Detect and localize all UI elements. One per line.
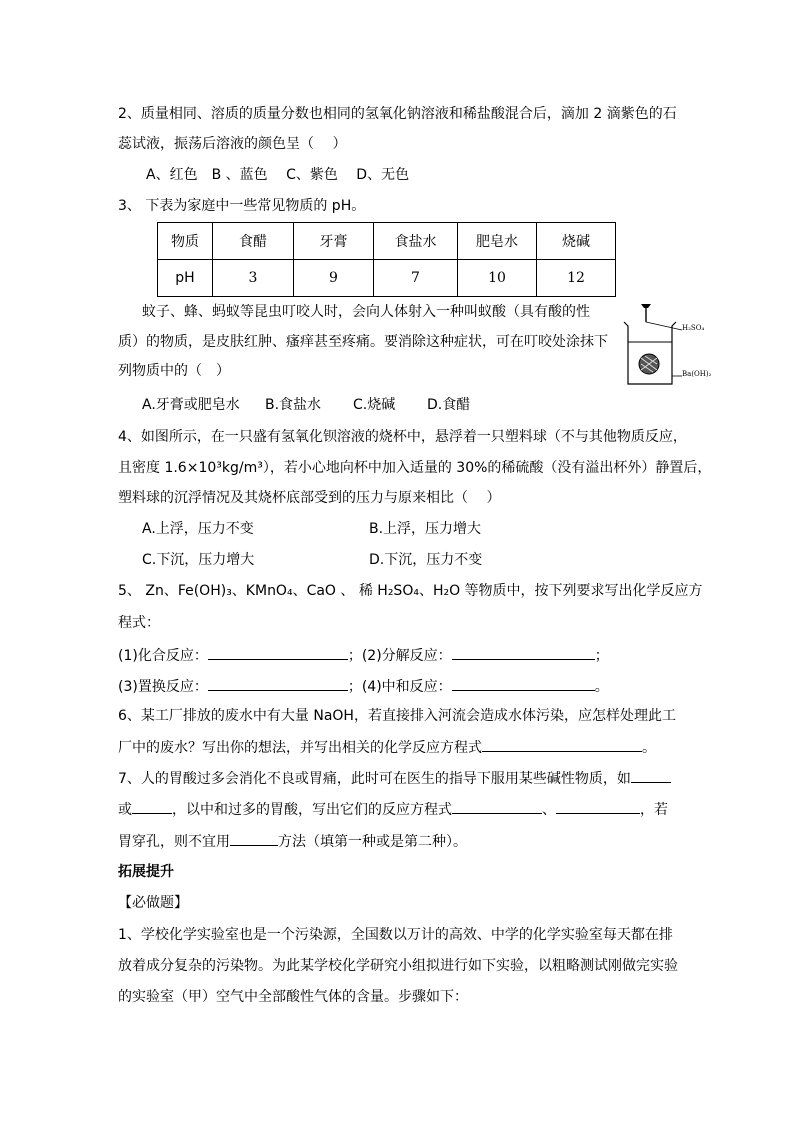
q4-option-d: D.下沉，压力不变 (369, 552, 483, 568)
table-cell: 牙膏 (294, 223, 374, 260)
q3-option-d: D.食醋 (427, 397, 471, 413)
table-cell: 肥皂水 (458, 223, 537, 260)
combination-reaction-blank[interactable] (208, 645, 348, 660)
q5-reaction-row-1 (118, 645, 609, 666)
q3-para3: 列物质中的（ ） (118, 363, 230, 379)
q6-line2: 厂中的废水？写出你的想法，并写出相关的化学反应方程式 (118, 740, 482, 756)
q2-line1: 2、质量相同、溶质的质量分数也相同的氢氧化钠溶液和稀盐酸混合后，滴加 2 滴紫色的石 (118, 106, 677, 122)
table-cell: 9 (294, 260, 374, 297)
q4-option-c: C.下沉，压力增大 (142, 552, 255, 568)
q7-line3b: 方法（填第一种或是第二种）。 (278, 834, 467, 850)
table-cell: pH (158, 260, 213, 297)
ph-table-header-row (158, 223, 616, 260)
table-cell: 3 (213, 260, 294, 297)
sulfuric-acid-label: H₂SO₄ (682, 324, 705, 332)
q7-line3-row (118, 831, 467, 852)
ex1-line3: 的实验室（甲）空气中全部酸性气体的含量。步骤如下： (118, 989, 468, 1005)
q3-intro: 3、 下表为家庭中一些常见物质的 pH。 (118, 198, 366, 214)
q7-equation2-blank[interactable] (556, 799, 640, 814)
q7-equation1-blank[interactable] (452, 799, 542, 814)
beaker-figure (616, 300, 712, 390)
semicolon: ； (594, 648, 609, 664)
q7-line2-row (118, 799, 668, 820)
q4-line2: 且密度 1.6×10³kg/m³），若小心地向杯中加入适量的 30%的稀硫酸（没有溢出杯外）静置后， (118, 460, 712, 476)
section-subtitle: 【必做题】 (118, 895, 188, 911)
section-title: 拓展提升 (118, 864, 174, 880)
q3-para2: 质）的物质，是皮肤红肿、瘙痒甚至疼痛。要消除这种症状，可在叮咬处涂抹下 (118, 334, 608, 350)
q7-line1: 7、人的胃酸过多会消化不良或胃痛，此时可在医生的指导下服用某些碱性物质，如 (118, 771, 631, 787)
table-cell: 12 (537, 260, 616, 297)
q6-equation-blank[interactable] (482, 737, 642, 752)
q4-option-a: A.上浮，压力不变 (142, 521, 254, 537)
q2-options: A、红色 B 、蓝色 C、紫色 D、无色 (146, 167, 410, 183)
q3-option-b: B.食盐水 (265, 397, 322, 413)
q3-option-a: A.牙膏或肥皂水 (142, 397, 240, 413)
table-cell: 7 (374, 260, 458, 297)
q7-or: 或 (118, 802, 132, 818)
q3-para1: 蚊子、蜂、蚂蚁等昆虫叮咬人时，会向人体射入一种叫蚁酸（具有酸的性 (142, 304, 590, 320)
q7-line1-row (118, 768, 671, 789)
table-cell: 食盐水 (374, 223, 458, 260)
q7-line3a: 胃穿孔，则不宜用 (118, 834, 230, 850)
q6-line1: 6、某工厂排放的废水中有大量 NaOH，若直接排入河流会造成水体污染，应怎样处理此工 (118, 708, 676, 724)
table-cell: 物质 (158, 223, 213, 260)
q7-comma: 、 (542, 802, 556, 818)
q7-line2d: ，若 (640, 802, 668, 818)
q7-line2b: ，以中和过多的胃酸，写出它们的反应方程式 (172, 802, 452, 818)
table-cell: 烧碱 (537, 223, 616, 260)
neutralization-reaction-label: ；(4)中和反应： (347, 679, 452, 695)
ph-table (157, 222, 616, 297)
q2-line2: 蕊试液，振荡后溶液的颜色呈（ ） (118, 136, 347, 152)
decomposition-reaction-blank[interactable] (452, 645, 595, 660)
ex1-line1: 1、学校化学实验室也是一个污染源，全国数以万计的高效、中学的化学实验室每天都在排 (118, 927, 673, 943)
replacement-reaction-blank[interactable] (208, 676, 348, 691)
period: 。 (594, 679, 609, 695)
ph-table-value-row (158, 260, 616, 297)
q3-option-c: C.烧碱 (353, 397, 396, 413)
q4-option-b: B.上浮，压力增大 (369, 521, 482, 537)
table-cell: 10 (458, 260, 537, 297)
q5-line2: 程式： (118, 615, 160, 631)
combination-reaction-label: (1)化合反应： (118, 648, 208, 664)
q5-line1: 5、 Zn、Fe(OH)₃、KMnO₄、CaO 、 稀 H₂SO₄、H₂O 等物质中，按下列要求写出化学反应方 (118, 583, 703, 599)
ex1-line2: 放着成分复杂的污染物。为此某学校化学研究小组拟进行如下实验，以粗略测试刚做完实验 (118, 958, 678, 974)
replacement-reaction-label: (3)置换反应： (118, 679, 208, 695)
q7-method-blank[interactable] (230, 831, 278, 846)
q6-line2-row (118, 737, 656, 758)
q7-substance1-blank[interactable] (631, 768, 671, 783)
q5-reaction-row-2 (118, 676, 609, 697)
neutralization-reaction-blank[interactable] (452, 676, 595, 691)
table-cell: 食醋 (213, 223, 294, 260)
q6-end: 。 (642, 740, 656, 756)
q4-line1: 4、如图所示，在一只盛有氢氧化钡溶液的烧杯中，悬浮着一只塑料球（不与其他物质反应， (118, 429, 687, 445)
q4-line3: 塑料球的沉浮情况及其烧杯底部受到的压力与原来相比（ ） (118, 490, 501, 506)
decomposition-reaction-label: ；(2)分解反应： (347, 648, 452, 664)
barium-hydroxide-label: Ba(OH)₂ (682, 370, 712, 378)
q7-substance2-blank[interactable] (132, 799, 172, 814)
